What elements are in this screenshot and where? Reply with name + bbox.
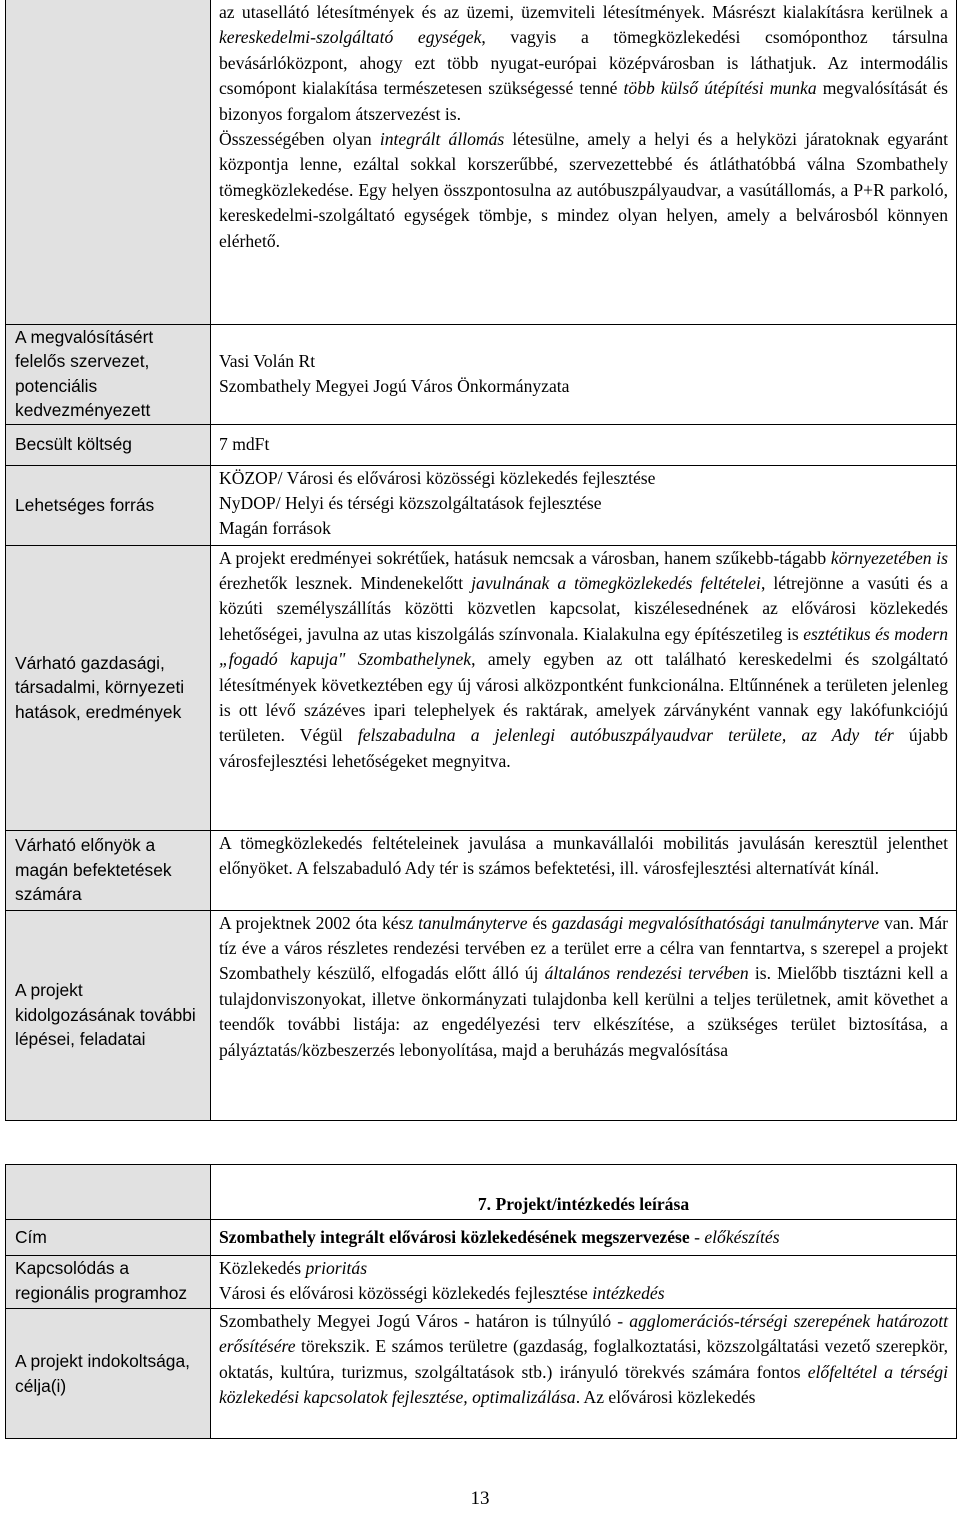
row-label-next-steps: A projekt kidolgozásának további lépései, feladatai — [6, 910, 211, 1120]
table-row — [6, 424, 957, 465]
table-row — [6, 465, 957, 545]
row-label-justification: A projekt indokoltsága, célja(i) — [6, 1309, 211, 1439]
row-value-regional-program: Közlekedés prioritás Városi és elővárosi közösségi közlekedés fejlesztése intézkedés — [211, 1256, 957, 1309]
table-row — [6, 545, 957, 830]
row-label-expected-effects: Várható gazdasági, társadalmi, környezeti hatások, eredmények — [6, 545, 211, 830]
table-row — [6, 1165, 957, 1220]
row-label-title: Cím — [6, 1220, 211, 1256]
table-row — [6, 830, 957, 910]
row-value-possible-source: KÖZOP/ Városi és elővárosi közösségi közlekedés fejlesztése NyDOP/ Helyi és térségi közszolgáltatások fejlesztése Magán források — [211, 465, 957, 545]
row-label-responsible-organization: A megvalósításért felelős szervezet, potenciális kedvezményezett — [6, 324, 211, 424]
table-row — [6, 1220, 957, 1256]
row-value-title: Szombathely integrált elővárosi közlekedésének megszervezése - előkészítés — [211, 1220, 957, 1256]
project-description-table — [5, 1164, 957, 1439]
row-value-estimated-cost: 7 mdFt — [211, 424, 957, 465]
project-details-table — [5, 0, 957, 1121]
row-label-regional-program: Kapcsolódás a regionális programhoz — [6, 1256, 211, 1309]
row-value-expected-effects: A projekt eredményei sokrétűek, hatásuk nemcsak a városban, hanem szűkebb-tágabb környezetében is érezhetők lesznek. Mindenekelőtt javulnának a tömegközlekedés feltételei, létrejönne a vasúti és a közúti személyszállítás közötti közvetlen kapcsolat, kiszélesednének az elővárosi közlekedés lehetőségei, javulna az utas kiszolgálás színvonala. Kialakulna egy építészetileg is esztétikus és modern „fogadó kapuja" Szombathelynek, amely egyben az ott található kereskedelmi és szolgáltató létesítmények következtében egy új városi alközpontként funkcionálna. Eltűnnének a területen jelenleg is ott lévő százéves ipari telephelyek és raktárak, amelyek zárványként vannak egy lakófunkciójú területen. Végül felszabadulna a jelenlegi autóbuszpályaudvar területe, az Ady tér újabb városfejlesztési lehetőségeket megnyitva. — [211, 545, 957, 830]
page-number: 13 — [470, 1488, 490, 1509]
table-row — [6, 1309, 957, 1439]
row-value-justification: Szombathely Megyei Jogú Város - határon is túlnyúló - agglomerációs-térségi szerepének határozott erősítésére törekszik. E számos területre (gazdaság, foglalkoztatási, közszolgáltatási vezető szerepkör, oktatás, kultúra, turizmus, szolgáltatások stb.) irányuló törekvés számára fontos előfeltétel a térségi közlekedési kapcsolatok fejlesztése, optimalizálása. Az elővárosi közlekedés — [211, 1309, 957, 1439]
table-row — [6, 0, 957, 324]
heading-label-empty — [6, 1165, 211, 1220]
section-heading: 7. Projekt/intézkedés leírása — [211, 1165, 957, 1220]
table-row — [6, 910, 957, 1120]
row-label-private-investment-benefits: Várható előnyök a magán befektetések számára — [6, 830, 211, 910]
row-label-empty — [6, 0, 211, 324]
row-label-estimated-cost: Becsült költség — [6, 424, 211, 465]
row-value-description: az utasellátó létesítmények és az üzemi, üzemviteli létesítmények. Másrészt kialakításra kerülnek a kereskedelmi-szolgáltató egységek, vagyis a tömegközlekedési csomóponthoz társulna bevásárlóközpont, ahogy ezt több nyugat-európai középvárosban is láthatjuk. Az intermodális csomópont kialakítása természetesen szükségessé tenné több külső útépítési munka megvalósítását és bizonyos forgalom átszervezést is. Összességében olyan integrált állomás létesülne, amely a helyi és a helyközi járatoknak egyaránt központja lenne, ezáltal sokkal korszerűbbé, szervezettebbé és átláthatóbbá válna Szombathely tömegközlekedése. Egy helyen összpontosulna az autóbuszpályaudvar, a vasútállomás, a P+R parkoló, kereskedelmi-szolgáltató egységek tömbje, s mindez olyan helyen, amely a belvárosból könnyen elérhető. — [211, 0, 957, 324]
row-value-private-investment-benefits: A tömegközlekedés feltételeinek javulása a munkavállalói mobilitás javulásán keresztül jelenthet előnyöket. A felszabaduló Ady tér is számos befektetési, ill. városfejlesztési alternatívát kínál. — [211, 830, 957, 910]
row-value-next-steps: A projektnek 2002 óta kész tanulmányterve és gazdasági megvalósíthatósági tanulmányterve van. Már tíz éve a város részletes rendezési tervében ez a terület erre a célra van fenntartva, s szerepel a projekt Szombathely készülő, elfogadás előtt álló új általános rendezési tervében is. Mielőbb tisztázni kell a tulajdonviszonyokat, illetve önkormányzati tulajdonba kell kerülni a teljes területnek, amit követhet a teendők további listája: az engedélyezési terv elkészítése, a szükséges terület biztosítása, a pályáztatás/közbeszerzés lebonyolítása, majd a beruházás megvalósítása — [211, 910, 957, 1120]
table-row — [6, 1256, 957, 1309]
row-value-responsible-organization: Vasi Volán Rt Szombathely Megyei Jogú Város Önkormányzata — [211, 324, 957, 424]
table-row — [6, 324, 957, 424]
row-label-possible-source: Lehetséges forrás — [6, 465, 211, 545]
